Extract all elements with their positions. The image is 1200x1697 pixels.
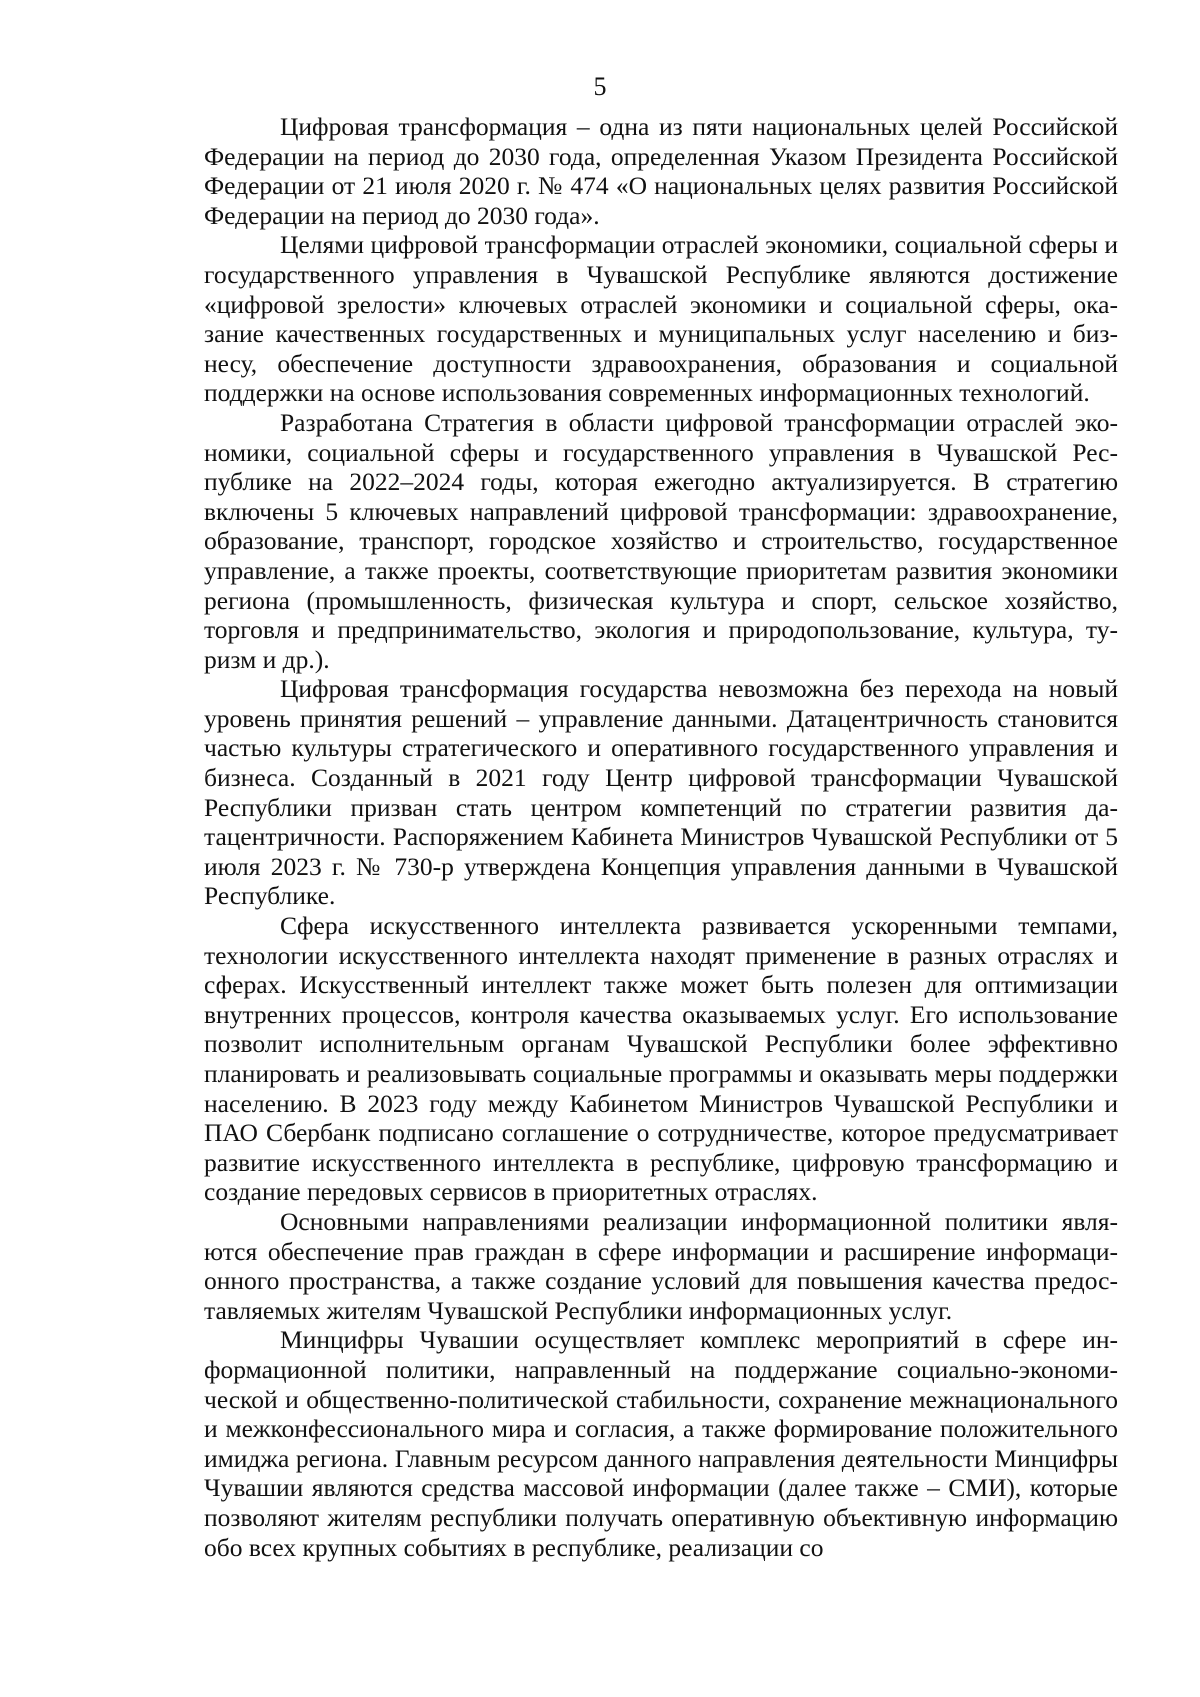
page-number: 5 (593, 72, 607, 101)
paragraph-mass-media: Минцифры Чувашии осуществляет комплекс мероприятий в сфере информационной политики, направленный на поддержание социально-экономической и общественно-политической стабильности, сохранение межнационального и межконфессионального мира и согласия, а также формирование положительного имиджа региона. Главным ресурсом данного направления деятельности Минцифры Чувашии являются средства массовой информации (далее также – СМИ), которые позволяют жителям республики получать оперативную объективную информацию обо всех крупных событиях в республике, реализации со (204, 1325, 1118, 1562)
paragraph-data-management: Цифровая трансформация государства невозможна без перехода на новый уровень принятия решений – управление данными. Датацентричность становится частью культуры стратегического и оперативного государственного управления и бизнеса. Созданный в 2021 году Центр цифровой трансформации Чувашской Республики призван стать центром компетенций по стратегии развития датацентричности. Распоряжением Кабинета Министров Чувашской Республики от 5 июля 2023 г. № 730-р утверждена Концепция управления данными в Чувашской Республике. (204, 674, 1118, 911)
paragraph-transformation-goals: Целями цифровой трансформации отраслей экономики, социальной сферы и государственного управления в Чувашской Республике являются достижение «цифровой зрелости» ключевых отраслей экономики и социальной сферы, оказание качественных государственных и муниципальных услуг населению и бизнесу, обеспечение доступности здравоохранения, образования и социальной поддержки на основе использования современных информационных технологий. (204, 230, 1118, 408)
paragraph-information-policy: Основными направлениями реализации информационной политики являются обеспечение прав граждан в сфере информации и расширение информационного пространства, а также создание условий для повышения качества предоставляемых жителям Чувашской Республики информационных услуг. (204, 1206, 1118, 1325)
paragraph-strategy: Разработана Стратегия в области цифровой трансформации отраслей экономики, социальной сферы и государственного управления в Чувашской Республике на 2022–2024 годы, которая ежегодно актуализируется. В стратегию включены 5 ключевых направлений цифровой трансформации: здравоохранение, образование, транспорт, городское хозяйство и строительство, государственное управление, а также проекты, соответствующие приоритетам развития экономики региона (промышленность, физическая культура и спорт, сельское хозяйство, торговля и предпринимательство, экология и природопользование, культура, туризм и др.). (204, 407, 1118, 674)
paragraph-artificial-intelligence: Сфера искусственного интеллекта развивается ускоренными темпами, технологии искусственного интеллекта находят применение в разных отраслях и сферах. Искусственный интеллект также может быть полезен для оптимизации внутренних процессов, контроля качества оказываемых услуг. Его использование позволит исполнительным органам Чувашской Республики более эффективно планировать и реализовывать социальные программы и оказывать меры поддержки населению. В 2023 году между Кабинетом Министров Чувашской Республики и ПАО Сбербанк подписано соглашение о сотрудничестве, которое предусматривает развитие искусственного интеллекта в республике, цифровую трансформацию и создание передовых сервисов в приоритетных отраслях. (204, 911, 1118, 1207)
document-body (204, 112, 1118, 1562)
paragraph-national-goals: Цифровая трансформация – одна из пяти национальных целей Российской Федерации на период до 2030 года, определенная Указом Президента Российской Федерации от 21 июля 2020 г. № 474 «О национальных целях развития Российской Федерации на период до 2030 года». (204, 112, 1118, 230)
